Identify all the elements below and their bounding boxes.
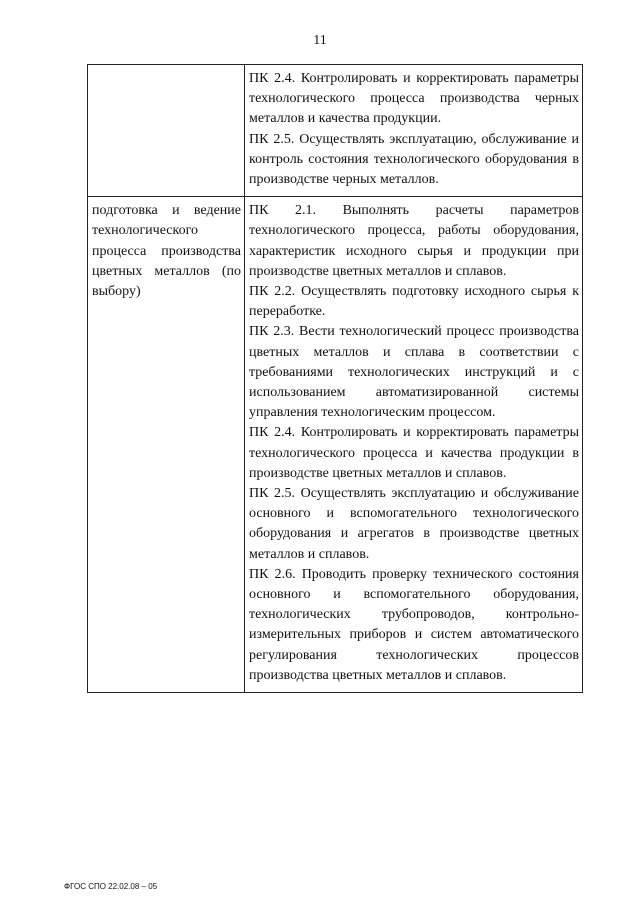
competency-table (87, 64, 583, 693)
page-number: 11 (313, 33, 327, 48)
activity-cell: подготовка и ведение технологического процесса производства цветных металлов (по выбору) (88, 197, 245, 693)
competency-item: ПК 2.5. Осуществлять эксплуатацию и обслуживание основного и вспомогательного технологического оборудования и агрегатов в производстве цветных металлов и сплавов. (249, 486, 579, 562)
competency-item: ПК 2.1. Выполнять расчеты параметров технологического процесса, работы оборудования, характеристик исходного сырья и продукции при производстве цветных металлов и сплавов. (249, 203, 579, 279)
activity-cell (88, 65, 245, 197)
table-row (88, 197, 583, 693)
footer-code: ФГОС СПО 22.02.08 – 05 (64, 882, 158, 891)
competency-item: ПК 2.6. Проводить проверку технического состояния основного и вспомогательного оборудования, технологических трубопроводов, контрольно-измерительных приборов и систем автоматического регулирования технологических процессов производства цветных металлов и сплавов. (249, 566, 579, 683)
competency-item: ПК 2.2. Осуществлять подготовку исходного сырья к переработке. (249, 284, 579, 320)
competency-cell (245, 197, 583, 693)
competency-item: ПК 2.4. Контролировать и корректировать параметры технологического процесса производства черных металлов и качества продукции. (249, 71, 579, 127)
competency-cell (245, 65, 583, 197)
table-row (88, 65, 583, 197)
competency-item: ПК 2.3. Вести технологический процесс производства цветных металлов и сплава в соответствии с требованиями технологических инструкций и с использованием автоматизированной системы управления технологическим процессом. (249, 324, 579, 421)
competency-item: ПК 2.5. Осуществлять эксплуатацию, обслуживание и контроль состояния технологического оборудования в производстве черных металлов. (249, 131, 579, 188)
competency-item: ПК 2.4. Контролировать и корректировать параметры технологического процесса и качества продукции в производстве цветных металлов и сплавов. (249, 425, 579, 481)
